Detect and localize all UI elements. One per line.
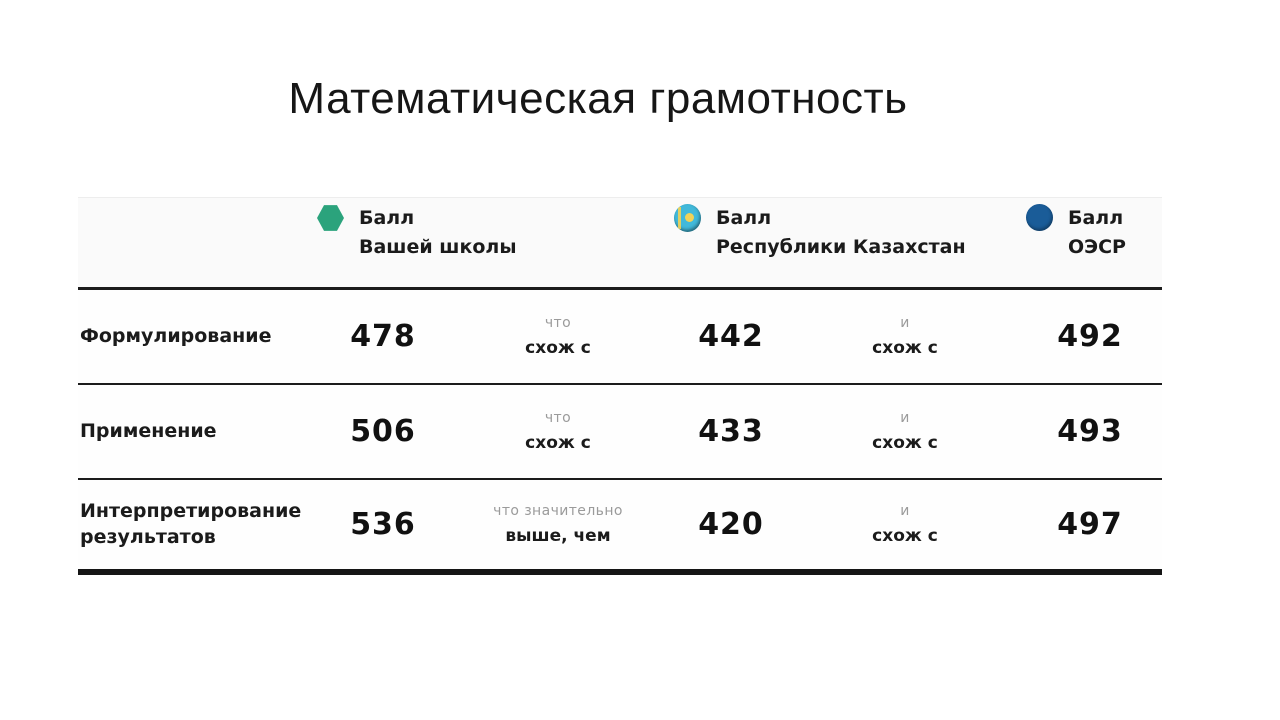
school-score-value: 478 xyxy=(350,319,416,354)
comparison-qualifier: и xyxy=(900,315,910,331)
comparison-qualifier: что значительно xyxy=(493,503,623,519)
comparison-school-vs-kz xyxy=(458,410,658,453)
comparison-qualifier: и xyxy=(900,410,910,426)
comparison-qualifier: что xyxy=(544,315,572,331)
legend-oecd-score xyxy=(1026,204,1126,262)
legend-label-line2: Вашей школы xyxy=(359,236,517,258)
flag-sun xyxy=(685,213,694,222)
table-row-interpreting xyxy=(78,480,1162,575)
school-score-value: 536 xyxy=(350,507,416,542)
comparison-school-vs-kz xyxy=(458,503,658,546)
school-score-value: 506 xyxy=(350,414,416,449)
legend-label-line1: Балл xyxy=(359,207,415,229)
comparison-text: схож с xyxy=(872,526,938,546)
oecd-circle-icon xyxy=(1026,204,1053,231)
legend-kazakhstan-label xyxy=(716,204,966,262)
comparison-qualifier: что xyxy=(544,410,572,426)
oecd-score-value: 493 xyxy=(1057,414,1123,449)
legend-label-line2: Республики Казахстан xyxy=(716,236,966,258)
comparison-school-vs-oecd xyxy=(804,315,1006,358)
kazakhstan-flag-icon xyxy=(674,204,701,232)
comparison-qualifier: и xyxy=(900,503,910,519)
table-row-applying xyxy=(78,385,1162,480)
legend-label-line1: Балл xyxy=(1068,207,1124,229)
row-label: Применение xyxy=(80,419,217,442)
flag-ornament-stripe xyxy=(678,207,681,229)
table-legend-header xyxy=(78,197,1162,290)
table-row-formulating xyxy=(78,290,1162,385)
legend-oecd-label xyxy=(1068,204,1126,262)
legend-label-line1: Балл xyxy=(716,207,772,229)
comparison-school-vs-kz xyxy=(458,315,658,358)
kazakhstan-score-value: 433 xyxy=(698,414,764,449)
comparison-text: схож с xyxy=(872,338,938,358)
kazakhstan-score-value: 420 xyxy=(698,507,764,542)
comparison-school-vs-oecd xyxy=(804,410,1006,453)
comparison-text: схож с xyxy=(525,338,591,358)
comparison-text: выше, чем xyxy=(505,526,611,546)
row-label: Формулирование xyxy=(80,324,272,347)
legend-label-line2: ОЭСР xyxy=(1068,236,1126,258)
comparison-school-vs-oecd xyxy=(804,503,1006,546)
legend-school-score xyxy=(317,204,517,262)
legend-school-label xyxy=(359,204,517,262)
kazakhstan-score-value: 442 xyxy=(698,319,764,354)
oecd-score-value: 497 xyxy=(1057,507,1123,542)
slide-title: Математическая грамотность xyxy=(288,74,908,123)
oecd-score-value: 492 xyxy=(1057,319,1123,354)
score-comparison-table xyxy=(78,197,1162,575)
comparison-text: схож с xyxy=(872,433,938,453)
legend-kazakhstan-score xyxy=(674,204,966,262)
row-label: Интерпретирование результатов xyxy=(80,499,302,548)
comparison-text: схож с xyxy=(525,433,591,453)
school-hexagon-icon xyxy=(317,204,344,232)
